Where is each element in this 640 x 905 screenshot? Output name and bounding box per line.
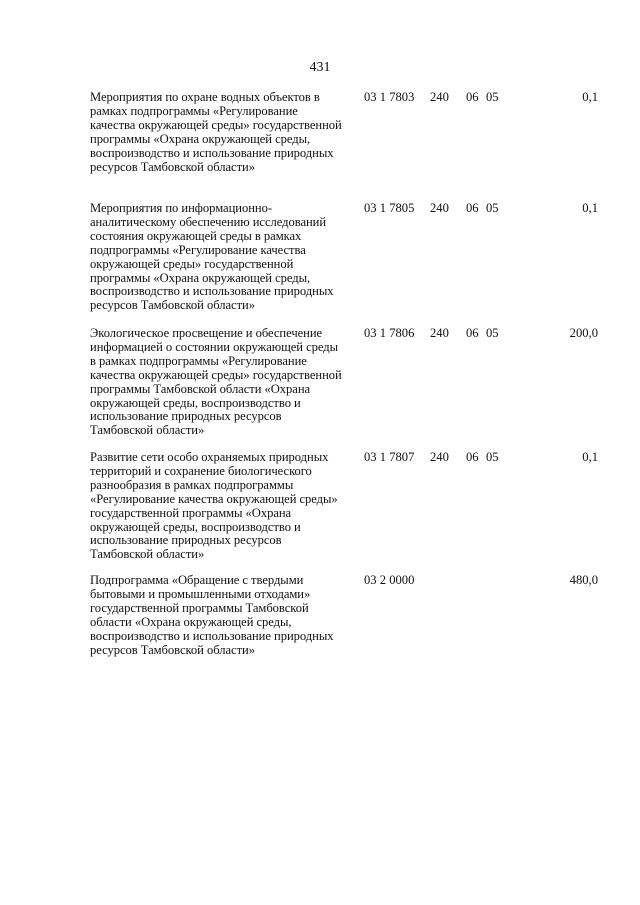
amount-value: 0,1: [582, 450, 598, 464]
table-row: [90, 327, 600, 451]
subsection-code: 05: [486, 326, 499, 340]
row-description: Экологическое просвещение и обеспечение информацией о состоянии окружающей среды в рамках подпрограммы «Регулирование качества окружающей среды» государственной программы Тамбовской области «Охрана окружающей среды, воспроизводство и использование природных ресурсов Тамбовской области»: [90, 326, 342, 438]
target-article-code: 03 1 7807: [364, 450, 415, 464]
target-article-code: 03 1 7805: [364, 201, 415, 215]
amount-value: 0,1: [582, 90, 598, 104]
table-row: [90, 91, 600, 202]
expense-type-code: 240: [430, 450, 449, 464]
row-description: Мероприятия по охране водных объектов в рамках подпрограммы «Регулирование качества окружающей среды» государственной программы «Охрана окружающей среды, воспроизводство и использование природных ресурсов Тамбовской области»: [90, 90, 342, 174]
subsection-code: 05: [486, 201, 499, 215]
section-code: 06: [466, 201, 479, 215]
target-article-code: 03 1 7806: [364, 326, 415, 340]
expense-type-code: 240: [430, 90, 449, 104]
target-article-code: 03 2 0000: [364, 573, 415, 587]
section-code: 06: [466, 450, 479, 464]
table-row: [90, 202, 600, 327]
budget-table: [90, 91, 600, 664]
section-code: 06: [466, 90, 479, 104]
section-code: 06: [466, 326, 479, 340]
expense-type-code: 240: [430, 201, 449, 215]
subsection-code: 05: [486, 90, 499, 104]
table-row: [90, 574, 600, 664]
amount-value: 480,0: [569, 573, 598, 587]
page-number: 431: [309, 60, 331, 75]
row-description: Развитие сети особо охраняемых природных территорий и сохранение биологического разнообразия в рамках подпрограммы «Регулирование качества окружающей среды» государственной программы «Охрана окружающей среды, воспроизводство и использование природных ресурсов Тамбовской области»: [90, 450, 338, 562]
table-row: [90, 451, 600, 574]
target-article-code: 03 1 7803: [364, 90, 415, 104]
amount-value: 200,0: [569, 326, 598, 340]
row-description: Мероприятия по информационно-аналитическому обеспечению исследований состояния окружающей среды в рамках подпрограммы «Регулирование качества окружающей среды» государственной программы «Охрана окружающей среды, воспроизводство и использование природных ресурсов Тамбовской области»: [90, 201, 334, 313]
expense-type-code: 240: [430, 326, 449, 340]
subsection-code: 05: [486, 450, 499, 464]
amount-value: 0,1: [582, 201, 598, 215]
row-description: Подпрограмма «Обращение с твердыми бытовыми и промышленными отходами» государственной программы Тамбовской области «Охрана окружающей среды, воспроизводство и использование природных ресурсов Тамбовской области»: [90, 573, 334, 657]
